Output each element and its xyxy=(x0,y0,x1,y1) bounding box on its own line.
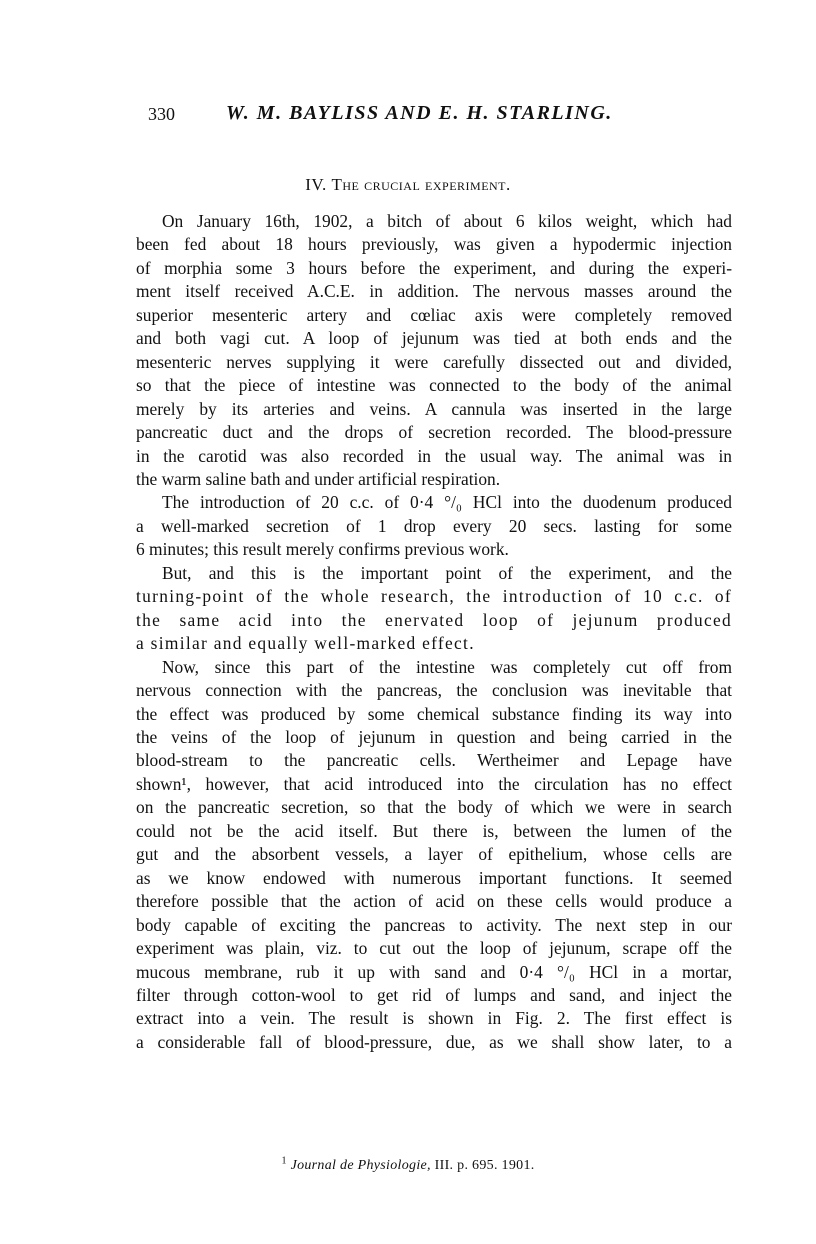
text-line: so that the piece of intestine was connected to the body of the animal xyxy=(136,375,732,396)
text-line: and both vagi cut. A loop of jejunum was tied at both ends and the xyxy=(136,328,732,349)
text-line-emphasis: a similar and equally well-marked effect. xyxy=(136,633,475,654)
text-line: shown¹, however, that acid introduced into the circulation has no effect xyxy=(136,773,732,794)
text-line: mucous membrane, rub it up with sand and 0·4 °/₀ HCl in a mortar, xyxy=(136,961,732,982)
text-line: The introduction of 20 c.c. of 0·4 °/₀ HCl into the duodenum produced xyxy=(162,492,732,513)
text-line: merely by its arteries and veins. A cannula was inserted in the large xyxy=(136,398,732,419)
text-line-emphasis: the same acid into the enervated loop of jejunum produced xyxy=(136,609,732,630)
text-line: pancreatic duct and the drops of secretion recorded. The blood-pressure xyxy=(136,422,732,443)
section-numeral: IV. xyxy=(305,175,327,194)
text-line: superior mesenteric artery and cœliac axis were completely removed xyxy=(136,304,732,325)
footnote xyxy=(0,1155,816,1174)
page-number: 330 xyxy=(148,104,175,124)
text-line: the warm saline bath and under artificial respiration. xyxy=(136,468,501,489)
text-line: gut and the absorbent vessels, a layer of epithelium, whose cells are xyxy=(136,844,732,865)
text-line: nervous connection with the pancreas, the conclusion was inevitable that xyxy=(136,680,732,701)
footnote-details: p. 695. 1901. xyxy=(457,1158,535,1173)
footnote-marker: 1 xyxy=(281,1155,287,1167)
text-line-emphasis: turning-point of the whole research, the introduction of 10 c.c. of xyxy=(136,586,732,607)
body-text xyxy=(136,210,732,1054)
text-line: mesenteric nerves supplying it were carefully dissected out and divided, xyxy=(136,351,732,372)
text-line: But, and this is the important point of the experiment, and the xyxy=(162,562,732,583)
text-line: of morphia some 3 hours before the experiment, and during the experi- xyxy=(136,257,732,278)
text-line: therefore possible that the action of acid on these cells would produce a xyxy=(136,891,732,912)
section-title: The crucial experiment. xyxy=(331,175,511,194)
text-line: could not be the acid itself. But there is, between the lumen of the xyxy=(136,820,732,841)
text-line: the veins of the loop of jejunum in question and being carried in the xyxy=(136,726,732,747)
text-line: ment itself received A.C.E. in addition. The nervous masses around the xyxy=(136,281,732,302)
text-line: on the pancreatic secretion, so that the body of which we were in search xyxy=(136,797,732,818)
text-line: Now, since this part of the intestine was completely cut off from xyxy=(162,656,732,677)
text-line: extract into a vein. The result is shown in Fig. 2. The first effect is xyxy=(136,1008,732,1029)
text-line: the effect was produced by some chemical substance finding its way into xyxy=(136,703,732,724)
footnote-volume: III. xyxy=(434,1158,454,1173)
text-line: body capable of exciting the pancreas to activity. The next step in our xyxy=(136,914,732,935)
text-line: On January 16th, 1902, a bitch of about 6 kilos weight, which had xyxy=(162,211,732,231)
footnote-journal: Journal de Physiologie, xyxy=(290,1158,431,1173)
running-head: W. M. BAYLISS AND E. H. STARLING. xyxy=(226,102,613,124)
text-line: experiment was plain, viz. to cut out the loop of jejunum, scrape off the xyxy=(136,938,732,959)
text-line: as we know endowed with numerous important functions. It seemed xyxy=(136,867,732,888)
text-line: in the carotid was also recorded in the usual way. The animal was in xyxy=(136,445,732,466)
text-line: filter through cotton-wool to get rid of lumps and sand, and inject the xyxy=(136,984,732,1005)
text-line: a considerable fall of blood-pressure, due, as we shall show later, to a xyxy=(136,1031,732,1052)
text-line: been fed about 18 hours previously, was given a hypodermic injection xyxy=(136,234,732,255)
text-line: blood-stream to the pancreatic cells. Wertheimer and Lepage have xyxy=(136,750,732,771)
text-line: a well-marked secretion of 1 drop every 20 secs. lasting for some xyxy=(136,515,732,536)
section-heading xyxy=(0,175,816,195)
text-line: 6 minutes; this result merely confirms previous work. xyxy=(136,539,509,560)
